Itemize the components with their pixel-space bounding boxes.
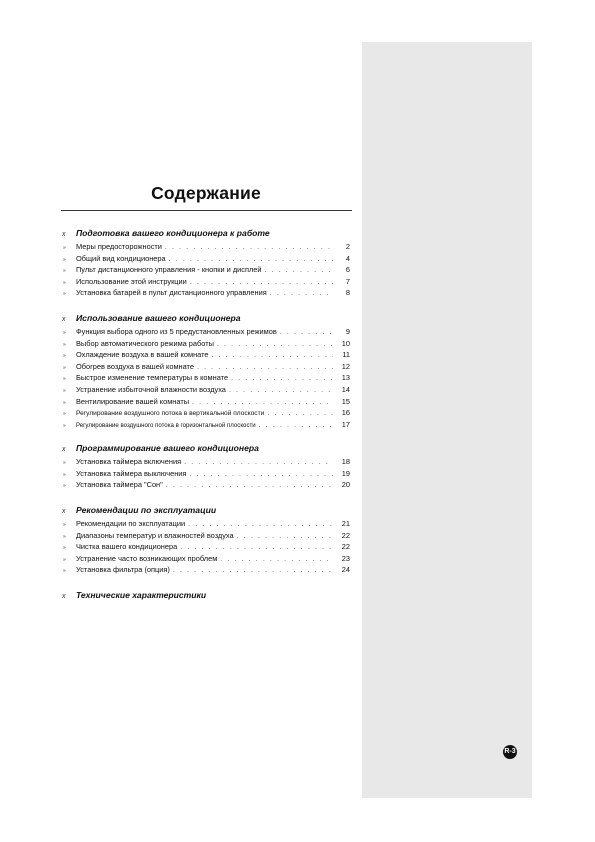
section-heading-text: Рекомендации по эксплуатации bbox=[76, 505, 217, 515]
section-heading bbox=[62, 505, 350, 518]
section-heading-text: Технические характеристики bbox=[76, 590, 207, 600]
dot-leader bbox=[173, 565, 333, 577]
entry-label: Установка таймера выключения bbox=[76, 468, 187, 478]
entry-page: 14 bbox=[341, 384, 350, 394]
toc-entry[interactable] bbox=[62, 564, 350, 576]
entry-page: 7 bbox=[345, 276, 350, 286]
toc-entry[interactable] bbox=[62, 264, 350, 276]
page-title: Содержание bbox=[151, 183, 261, 203]
entry-page: 9 bbox=[345, 327, 350, 336]
entry-page: 22 bbox=[341, 542, 350, 552]
section-heading-text: Программирование вашего кондиционера bbox=[76, 443, 259, 453]
entry-mark: » bbox=[63, 399, 66, 406]
entry-page: 2 bbox=[345, 242, 350, 251]
toc-entry[interactable] bbox=[62, 361, 350, 373]
entry-page: 15 bbox=[341, 396, 350, 406]
entry-label: Быстрое изменение температуры в комнате bbox=[76, 373, 229, 383]
title-divider bbox=[61, 210, 352, 211]
dot-leader bbox=[165, 242, 333, 254]
entry-mark: » bbox=[63, 471, 66, 478]
entry-page: 13 bbox=[341, 373, 350, 383]
dot-leader bbox=[231, 373, 333, 385]
entry-page: 24 bbox=[341, 565, 350, 575]
entry-page: 22 bbox=[341, 530, 350, 540]
entry-label: Пульт дистанционного управления - кнопки и дисплей bbox=[76, 265, 262, 275]
entry-label: Общий вид кондиционера bbox=[76, 253, 166, 263]
dot-leader bbox=[192, 397, 333, 409]
dot-leader bbox=[267, 408, 333, 420]
entry-mark: » bbox=[63, 353, 66, 360]
section-heading bbox=[62, 228, 350, 241]
entry-mark: » bbox=[63, 330, 66, 336]
entry-page: 18 bbox=[341, 457, 350, 466]
toc-entry[interactable] bbox=[62, 553, 350, 565]
entry-mark: » bbox=[63, 483, 66, 490]
entry-mark: » bbox=[63, 545, 66, 552]
entry-mark: » bbox=[63, 364, 66, 371]
entry-page: 8 bbox=[345, 288, 350, 298]
toc-entry[interactable] bbox=[62, 338, 350, 350]
entry-label: Охлаждение воздуха в вашей комнате bbox=[76, 350, 209, 360]
section-heading-text: Использование вашего кондиционера bbox=[76, 313, 241, 323]
toc-entry[interactable] bbox=[62, 518, 350, 530]
section-heading bbox=[62, 443, 350, 456]
page-number-badge: R-3 bbox=[503, 745, 517, 759]
entry-mark: » bbox=[63, 387, 66, 394]
dot-leader bbox=[265, 265, 333, 277]
entry-page: 12 bbox=[341, 361, 350, 371]
entry-mark: » bbox=[63, 341, 66, 348]
toc-section-programming bbox=[62, 443, 350, 491]
entry-label: Выбор автоматического режима работы bbox=[76, 338, 214, 348]
entry-label: Установка таймера включения bbox=[76, 457, 182, 466]
entry-label: Диапазоны температур и влажностей воздуха bbox=[76, 530, 234, 540]
toc-entry[interactable] bbox=[62, 419, 350, 431]
toc-entry[interactable] bbox=[62, 253, 350, 265]
entry-label: Вентилирование вашей комнаты bbox=[76, 396, 190, 406]
dot-leader bbox=[280, 327, 333, 339]
entry-page: 19 bbox=[341, 468, 350, 478]
entry-mark: » bbox=[63, 376, 66, 383]
side-panel bbox=[362, 42, 532, 798]
entry-page: 16 bbox=[341, 408, 350, 418]
toc-entry[interactable] bbox=[62, 241, 350, 253]
toc-entry[interactable] bbox=[62, 276, 350, 288]
toc-entry[interactable] bbox=[62, 372, 350, 384]
toc-section-preparation bbox=[62, 228, 350, 299]
toc-entry[interactable] bbox=[62, 396, 350, 408]
dot-leader bbox=[220, 554, 333, 566]
entry-page: 20 bbox=[341, 480, 350, 490]
toc-entry[interactable] bbox=[62, 326, 350, 338]
toc-entry[interactable] bbox=[62, 468, 350, 480]
dot-leader bbox=[259, 420, 333, 432]
toc-section-usage bbox=[62, 313, 350, 430]
toc-entry[interactable] bbox=[62, 479, 350, 491]
dot-leader bbox=[184, 457, 333, 469]
dot-leader bbox=[189, 469, 333, 481]
toc-entry[interactable] bbox=[62, 541, 350, 553]
entry-label: Установка фильтра (опция) bbox=[76, 565, 170, 575]
entry-page: 4 bbox=[345, 253, 350, 263]
toc-entry[interactable] bbox=[62, 456, 350, 468]
entry-page: 11 bbox=[342, 350, 350, 360]
entry-page: 10 bbox=[341, 338, 350, 348]
entry-mark: » bbox=[63, 460, 66, 466]
entry-mark: » bbox=[63, 556, 66, 563]
dot-leader bbox=[229, 385, 333, 397]
entry-mark: » bbox=[63, 422, 66, 429]
entry-label: Установка таймера "Сон" bbox=[76, 480, 163, 490]
toc-entry[interactable] bbox=[62, 287, 350, 299]
section-heading-text: Подготовка вашего кондиционера к работе bbox=[76, 228, 270, 238]
toc-entry[interactable] bbox=[62, 349, 350, 361]
section-bullet: x bbox=[62, 231, 66, 238]
entry-page: 17 bbox=[341, 419, 350, 429]
toc-entry[interactable] bbox=[62, 407, 350, 419]
entry-label: Использование этой инструкции bbox=[76, 276, 187, 286]
entry-label: Регулирование воздушного потока в вертикальной плоскости bbox=[76, 410, 265, 418]
section-bullet: x bbox=[62, 593, 66, 600]
entry-mark: » bbox=[63, 245, 66, 251]
section-bullet: x bbox=[62, 446, 66, 453]
dot-leader bbox=[237, 531, 333, 543]
section-heading bbox=[62, 590, 350, 603]
entry-label: Регулирование воздушного потока в горизонтальной плоскости bbox=[76, 421, 256, 429]
entry-mark: » bbox=[63, 268, 66, 275]
entry-mark: » bbox=[63, 279, 66, 286]
entry-page: 21 bbox=[341, 519, 350, 528]
entry-mark: » bbox=[63, 256, 66, 263]
entry-mark: » bbox=[63, 533, 66, 540]
entry-label: Установка батарей в пульт дистанционного управления bbox=[76, 288, 267, 298]
entry-label: Устранение избыточной влажности воздуха bbox=[76, 384, 226, 394]
dot-leader bbox=[212, 350, 333, 362]
entry-label: Функция выбора одного из 5 предустановленных режимов bbox=[76, 327, 277, 336]
entry-label: Чистка вашего кондиционера bbox=[76, 542, 178, 552]
toc-entry[interactable] bbox=[62, 530, 350, 542]
entry-mark: » bbox=[63, 291, 66, 298]
section-bullet: x bbox=[62, 508, 66, 515]
dot-leader bbox=[217, 339, 333, 351]
toc-section-specifications[interactable] bbox=[62, 590, 350, 603]
dot-leader bbox=[270, 288, 333, 300]
entry-label: Устранение часто возникающих проблем bbox=[76, 553, 218, 563]
entry-label: Обогрев воздуха в вашей комнате bbox=[76, 361, 194, 371]
entry-page: 23 bbox=[341, 553, 350, 563]
entry-page: 6 bbox=[345, 265, 350, 275]
section-heading bbox=[62, 313, 350, 326]
entry-mark: » bbox=[63, 522, 66, 528]
dot-leader bbox=[166, 480, 333, 492]
section-bullet: x bbox=[62, 316, 66, 323]
entry-mark: » bbox=[63, 411, 66, 418]
entry-mark: » bbox=[63, 568, 66, 575]
entry-label: Меры предосторожности bbox=[76, 242, 162, 251]
toc-section-recommendations bbox=[62, 505, 350, 576]
entry-label: Рекомендации по эксплуатации bbox=[76, 519, 186, 528]
toc-entry[interactable] bbox=[62, 384, 350, 396]
